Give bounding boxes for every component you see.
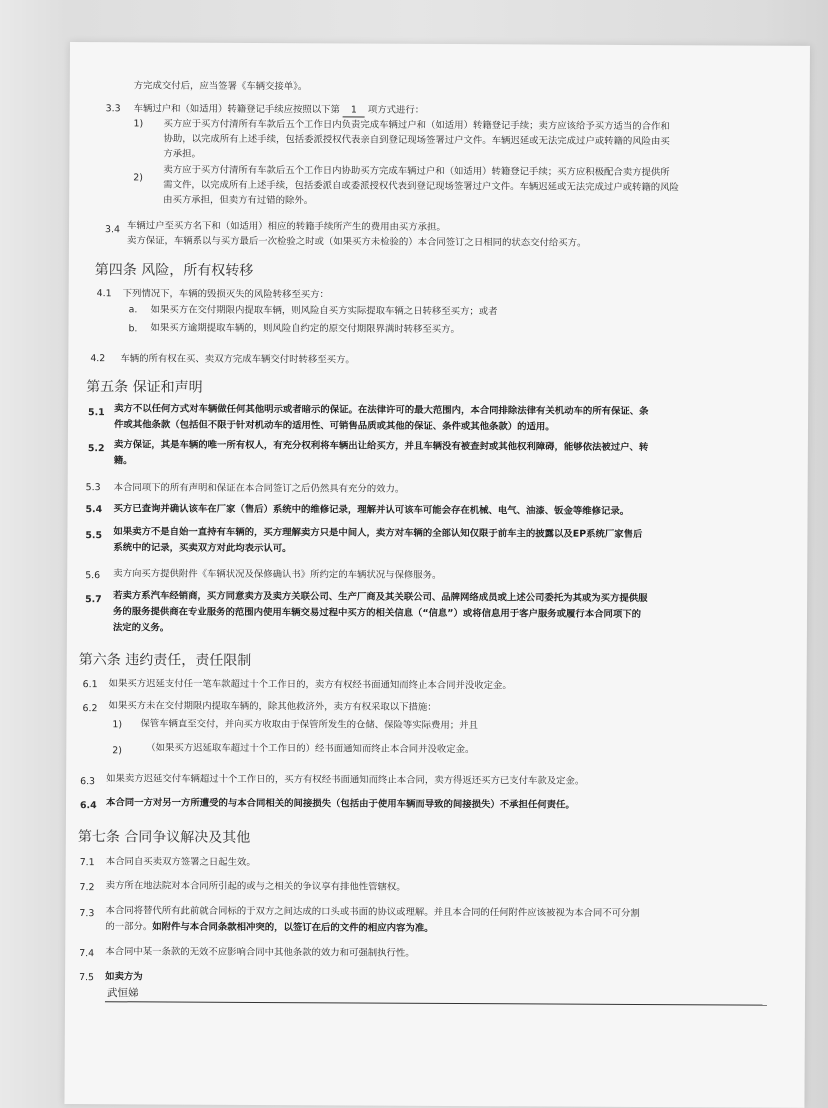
clause-5-7-line: 务的服务提供商在专业服务的范围内使用车辆交易过程中买方的相关信息（“信息”）或将信息用于客户服务或履行本合同项下的: [112, 606, 641, 620]
clause-5-1-line: 卖方不以任何方式对车辆做任何其他明示或者暗示的保证。在法律许可的最大范围内，本合同排除法律有关机动车的所有保证、条: [114, 403, 649, 418]
clause-6-3: 如果卖方迟延交付车辆超过十个工作日的，买方有权经书面通知而终止本合同，卖方得返还买方已支付车款及定金。: [106, 773, 585, 787]
clause-5-6: 卖方向买方提供附件《车辆状况及保修确认书》所约定的车辆状况与保修服务。: [113, 568, 442, 581]
clause-5-5-line: 系统中的记录，买卖双方对此均表示认可。: [113, 542, 292, 555]
clause-5-7-line: 若卖方系汽车经销商，买方同意卖方及卖方关联公司、生产厂商及其关联公司、品牌网络成员或上述公司委托为其或为买方提供服: [113, 590, 648, 605]
clause-4-1-a: 如果买方在交付期限内提取车辆，则风险自买方实际提取车辆之日转移至买方；或者: [150, 304, 498, 318]
clause-number: 5.3: [85, 482, 101, 494]
option-1-line: 方承担。: [163, 148, 201, 160]
article-7-title: 第七条 合同争议解决及其他: [77, 829, 251, 846]
clause-number: 4.1: [96, 288, 112, 300]
clause-5-7-line: 法定的义务。: [112, 622, 170, 634]
clause-number: 6.2: [82, 703, 98, 715]
clause-3-4-line: 车辆过户至买方名下和（如适用）相应的转籍手续所产生的费用由买方承担。: [127, 220, 446, 233]
clause-6-4: 本合同一方对另一方所遭受的与本合同相关的间接损失（包括由于使用车辆而导致的间接损失）不承担任何责任。: [105, 797, 575, 811]
clause-7-5: 如卖方为: [105, 971, 143, 983]
clause-number: 5.6: [85, 570, 101, 582]
option-1-line: 买方应于买方付清所有车款后五个工作日内负责完成车辆过户和（如适用）转籍登记手续；卖方应该给予买方适当的合作和: [163, 118, 670, 133]
article-6-title: 第六条 违约责任，责任限制: [78, 652, 252, 669]
clause-number: 3.3: [105, 103, 121, 115]
clause-6-2-item-2: （如果买方迟延取车超过十个工作日的）经书面通知而终止本合同并没收定金。: [146, 742, 475, 756]
clause-5-5-line: 如果卖方不是自始一直持有车辆的，买方理解卖方只是中间人，卖方对车辆的全部认知仅限于前车主的披露以及EP系统厂家售后: [113, 526, 643, 541]
clause-number: 7.3: [79, 908, 95, 920]
clause-number: 3.4: [104, 224, 120, 236]
item-number: 2): [112, 745, 122, 757]
option-2-line: 卖方应于买方付清所有车款后五个工作日内协助买方完成车辆过户和（如适用）转籍登记手续；买方应积极配合卖方提供所: [163, 164, 670, 179]
clause-7-4: 本合同中某一条款的无效不应影响合同中其他条款的效力和可强制执行性。: [105, 946, 415, 959]
seller-name: 武恒娣: [106, 987, 139, 1000]
clause-7-3-line: 本合同将替代所有此前就合同标的于双方之间达成的口头或书面的协议或理解。并且本合同的任何附件应该被视为本合同不可分割: [105, 905, 640, 919]
clause-5-3: 本合同项下的所有声明和保证在本合同签订之后仍然具有充分的效力。: [113, 482, 405, 495]
clause-number: 5.7: [85, 594, 102, 606]
clause-number: 6.1: [82, 679, 98, 691]
item-number: 1): [133, 118, 144, 130]
clause-number: 5.5: [85, 530, 103, 542]
clause-7-2: 卖方所在地法院对本合同所引起的或与之相关的争议享有排他性管辖权。: [105, 880, 406, 893]
clause-number: 5.1: [88, 407, 105, 419]
option-2-line: 由买方承担，但卖方有过错的除外。: [163, 194, 314, 207]
clause-5-2-line: 籍。: [113, 455, 133, 467]
clause-number: 7.4: [79, 948, 95, 960]
clause-number: 7.1: [79, 857, 95, 869]
method-choice: 1: [343, 104, 365, 117]
item-number: 2): [133, 172, 143, 184]
pre-text: 方完成交付后，应当签署《车辆交接单》。: [133, 80, 308, 93]
clause-6-2-item-1: 保管车辆直至交付，并向买方收取由于保管所发生的仓储、保险等实际费用；并且: [140, 718, 478, 732]
clause-number: 6.4: [79, 800, 97, 812]
clause-6-2: 如果买方未在交付期限内提取车辆的，除其他救济外，卖方有权采取以下措施：: [108, 700, 437, 713]
clause-3-3-heading: 车辆过户和（如适用）转籍登记手续应按照以下第 1 项方式进行：: [133, 103, 425, 116]
clause-5-1-line: 件或其他条款（包括但不限于针对机动车的适用性、可销售品质或其他的保证、条件或其他条款）的适用。: [113, 419, 555, 433]
clause-number: 6.3: [80, 776, 96, 788]
signature-line: [105, 1001, 767, 1005]
clause-7-1: 本合同自买卖双方签署之日起生效。: [105, 856, 256, 868]
clause-3-4-line: 卖方保证，车辆系以与买方最后一次检验之时或（如果买方未检验的）本合同签订之日相同的状态交付给买方。: [126, 235, 587, 249]
clause-4-1: 下列情况下，车辆的毁损灭失的风险转移至买方：: [122, 288, 329, 301]
item-number: 1): [112, 719, 123, 731]
clause-6-1: 如果买方迟延支付任一笔车款超过十个工作日的，卖方有权经书面通知而终止本合同并没收定金。: [108, 678, 512, 692]
clause-7-3-line: 的一部分。如附件与本合同条款相冲突的，以签订在后的文件的相应内容为准。: [105, 921, 434, 934]
clause-number: 4.2: [90, 353, 106, 365]
article-5-title: 第五条 保证和声明: [86, 379, 203, 396]
clause-number: 7.5: [79, 972, 95, 984]
clause-4-1-b: 如果买方逾期提取车辆的，则风险自约定的原交付期限界满时转移至买方。: [150, 322, 460, 336]
clause-4-2: 车辆的所有权在买、卖双方完成车辆交付时转移至买方。: [120, 353, 355, 366]
option-2-line: 需文件，以完成所有上述手续，包括委派自或委派授权代表到登记现场签署过户文件。车辆迟延或无法完成过户或转籍的风险: [163, 179, 679, 194]
clause-number: 5.2: [87, 443, 105, 455]
contract-page: [64, 42, 810, 1108]
clause-number: 7.2: [79, 882, 95, 894]
item-letter: a.: [128, 304, 138, 316]
option-1-line: 协助，以完成所有上述手续，包括委派授权代表亲自到登记现场签署过户文件。车辆迟延或无法完成过户或转籍的风险由买: [163, 133, 670, 148]
item-letter: b.: [128, 323, 138, 335]
article-4-title: 第四条 风险，所有权转移: [94, 262, 254, 279]
clause-5-4: 买方已查询并确认该车在厂家（售后）系统中的维修记录，理解并认可该车可能会存在机械、电气、油漆、钣金等维修记录。: [113, 503, 630, 517]
clause-5-2-line: 卖方保证，其是车辆的唯一所有权人，有充分权利将车辆出让给买方，并且车辆没有被查封或其他权利障碍，能够依法被过户、转: [113, 439, 649, 454]
clause-number: 5.4: [85, 504, 103, 516]
